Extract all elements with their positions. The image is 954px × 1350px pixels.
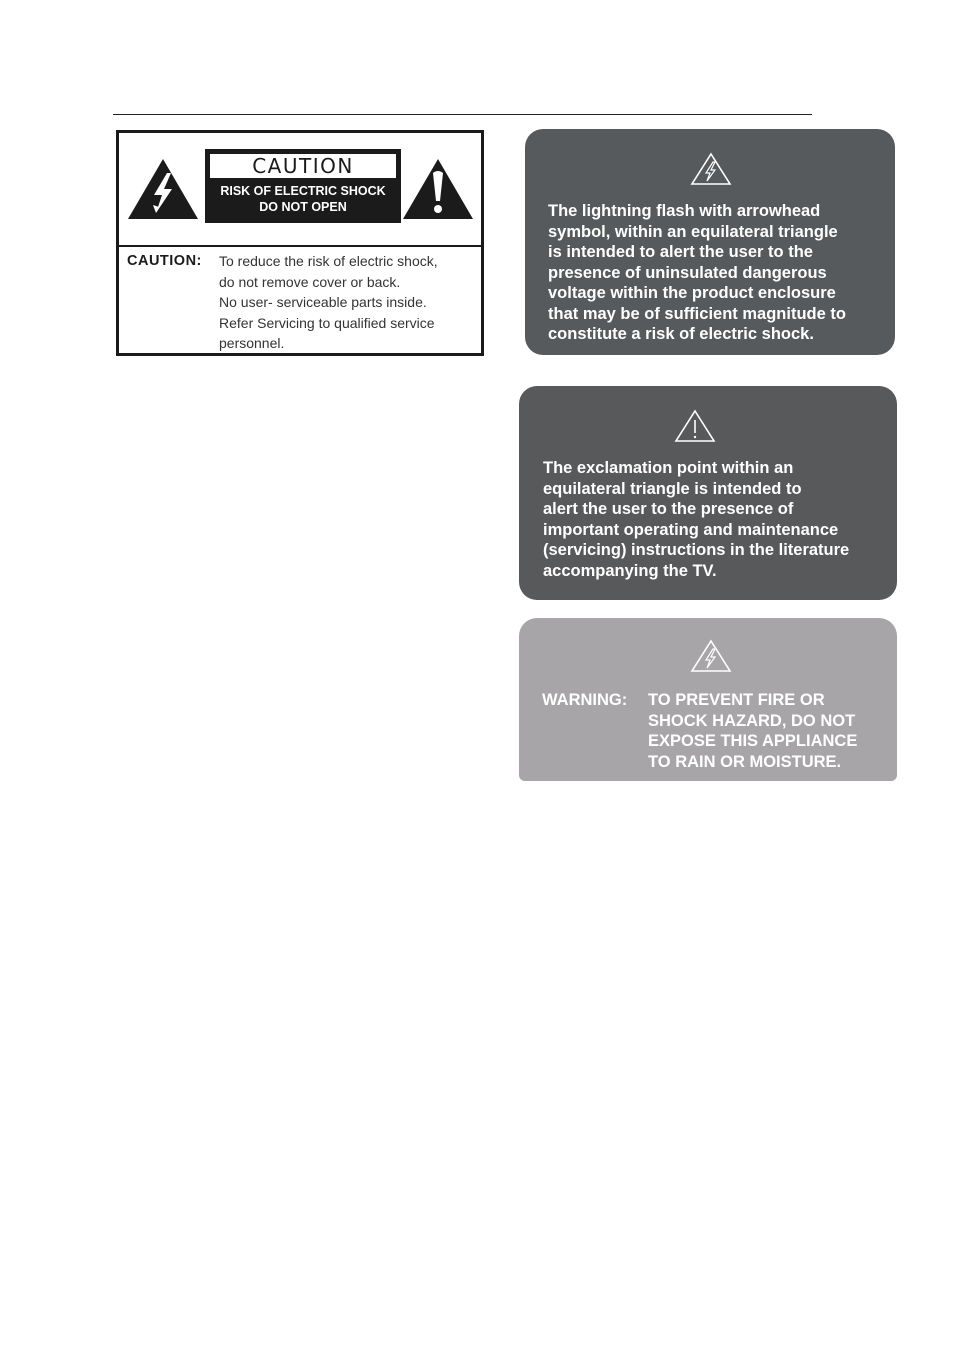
lightning-info-panel bbox=[525, 129, 895, 355]
panel-text-line: EXPOSE THIS APPLIANCE bbox=[648, 732, 858, 750]
caution-subtitle-line: DO NOT OPEN bbox=[259, 200, 347, 214]
caution-text-line: No user- serviceable parts inside. bbox=[219, 294, 427, 310]
lightning-info-text bbox=[548, 201, 888, 345]
lightning-triangle-icon bbox=[689, 638, 733, 674]
panel-text-line: important operating and maintenance bbox=[543, 520, 839, 539]
caution-text bbox=[219, 251, 479, 354]
panel-text-line: that may be of sufficient magnitude to bbox=[548, 304, 846, 323]
caution-text-line: personnel. bbox=[219, 335, 285, 351]
warning-text bbox=[648, 690, 857, 772]
panel-text-line: accompanying the TV. bbox=[543, 561, 717, 580]
panel-text-line: symbol, within an equilateral triangle bbox=[548, 222, 838, 241]
caution-heading: CAUTION: bbox=[127, 253, 202, 269]
exclamation-warning-icon bbox=[401, 157, 475, 221]
panel-text-line: voltage within the product enclosure bbox=[548, 284, 836, 302]
panel-text-line: The lightning flash with arrowhead bbox=[548, 202, 821, 220]
panel-text-line: constitute a risk of electric shock. bbox=[548, 325, 814, 343]
warning-panel bbox=[519, 618, 897, 781]
panel-text-line: SHOCK HAZARD, DO NOT bbox=[648, 711, 856, 730]
caution-text-line: To reduce the risk of electric shock, bbox=[219, 253, 438, 269]
panel-text-line: TO PREVENT FIRE OR bbox=[648, 691, 825, 709]
panel-text-line: The exclamation point within an bbox=[543, 459, 794, 477]
caution-box bbox=[205, 149, 401, 223]
panel-text-line: TO RAIN OR MOISTURE. bbox=[648, 752, 842, 771]
caution-label-top bbox=[119, 133, 481, 247]
exclamation-info-panel bbox=[519, 386, 897, 600]
caution-subtitle-line: RISK OF ELECTRIC SHOCK bbox=[220, 184, 386, 198]
caution-text-line: Refer Servicing to qualified service bbox=[219, 314, 435, 331]
exclamation-info-text bbox=[543, 458, 893, 581]
caution-title: CAUTION bbox=[210, 154, 396, 178]
header-rule bbox=[113, 114, 812, 115]
panel-text-line: (servicing) instructions in the literature bbox=[543, 541, 850, 559]
caution-subtitle bbox=[205, 183, 401, 215]
lightning-triangle-icon bbox=[689, 151, 733, 187]
lightning-warning-icon bbox=[126, 157, 200, 221]
panel-text-line: equilateral triangle is intended to bbox=[543, 479, 802, 498]
warning-heading: WARNING: bbox=[542, 691, 628, 709]
caution-text-line: do not remove cover or back. bbox=[219, 273, 401, 290]
caution-label bbox=[116, 130, 484, 356]
panel-text-line: alert the user to the presence of bbox=[543, 500, 794, 518]
exclamation-triangle-icon bbox=[673, 408, 717, 444]
panel-text-line: is intended to alert the user to the bbox=[548, 243, 813, 261]
panel-text-line: presence of uninsulated dangerous bbox=[548, 263, 827, 282]
